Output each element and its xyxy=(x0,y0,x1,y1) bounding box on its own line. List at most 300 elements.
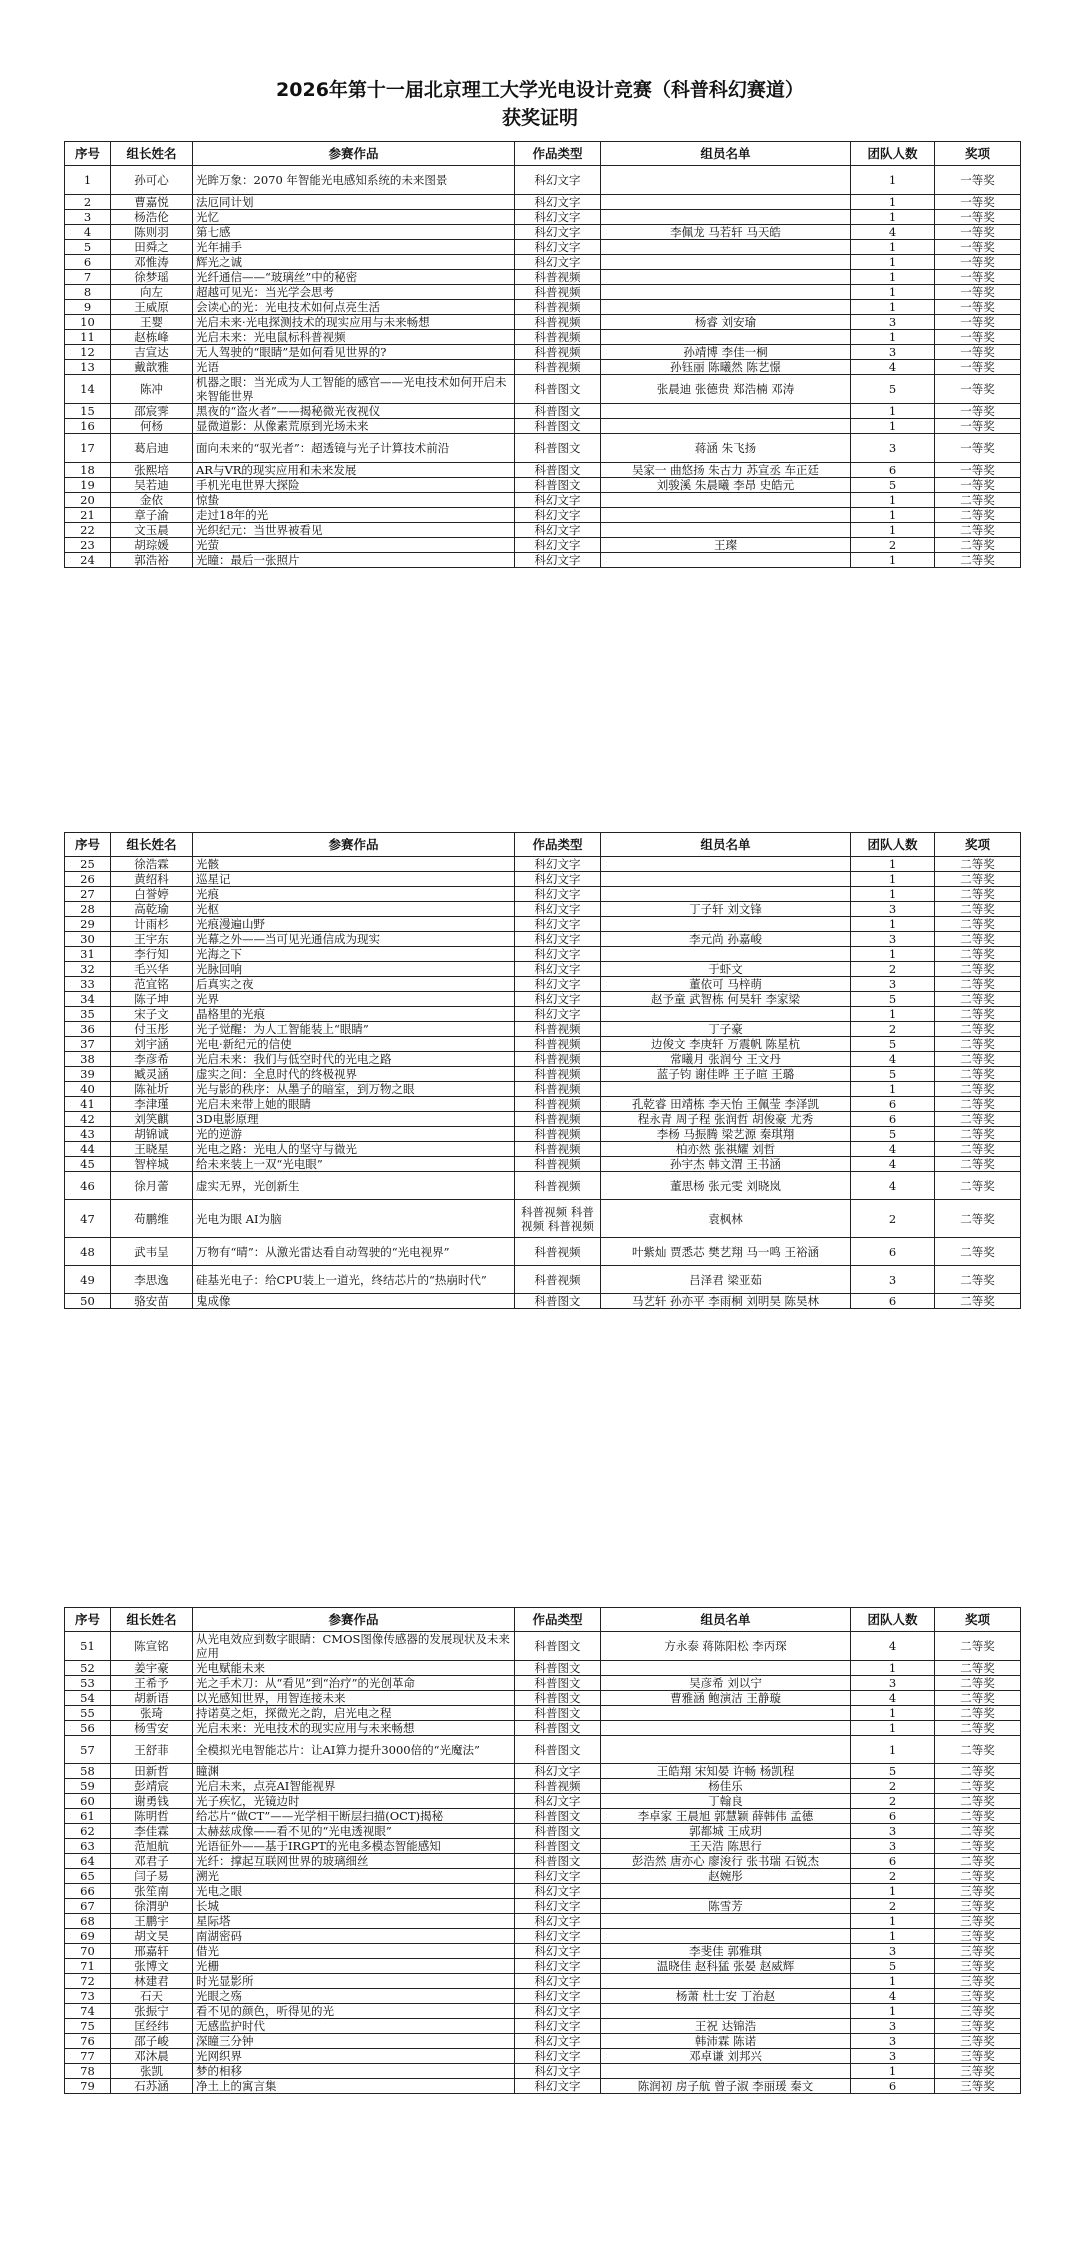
cell-members: 边俊文 李庚轩 万震帆 陈星杭 xyxy=(601,1037,851,1052)
cell-index: 32 xyxy=(65,962,111,977)
column-header: 奖项 xyxy=(935,833,1021,857)
cell-award: 二等奖 xyxy=(935,1266,1021,1294)
cell-award: 一等奖 xyxy=(935,330,1021,345)
cell-award: 二等奖 xyxy=(935,1052,1021,1067)
cell-type: 科幻文字 xyxy=(515,166,601,195)
table-row xyxy=(65,225,1021,240)
column-header: 团队人数 xyxy=(851,142,935,166)
cell-award: 二等奖 xyxy=(935,1157,1021,1172)
cell-index: 74 xyxy=(65,2004,111,2019)
table-row xyxy=(65,1869,1021,1884)
cell-size: 1 xyxy=(851,857,935,872)
cell-index: 28 xyxy=(65,902,111,917)
table-row xyxy=(65,478,1021,493)
table-row xyxy=(65,2034,1021,2049)
cell-size: 1 xyxy=(851,1661,935,1676)
cell-type: 科普图文 xyxy=(515,1809,601,1824)
cell-work: 光痕 xyxy=(193,887,515,902)
cell-award: 二等奖 xyxy=(935,493,1021,508)
cell-award: 二等奖 xyxy=(935,1142,1021,1157)
cell-size: 4 xyxy=(851,225,935,240)
cell-members: 吕泽君 梁亚茹 xyxy=(601,1266,851,1294)
cell-size: 1 xyxy=(851,1007,935,1022)
cell-work: 后真实之夜 xyxy=(193,977,515,992)
cell-size: 1 xyxy=(851,166,935,195)
cell-award: 一等奖 xyxy=(935,270,1021,285)
cell-index: 50 xyxy=(65,1294,111,1309)
cell-size: 3 xyxy=(851,345,935,360)
cell-members: 李佩龙 马若轩 马天皓 xyxy=(601,225,851,240)
cell-members xyxy=(601,1736,851,1764)
cell-work: 给未来装上一双“光电眼” xyxy=(193,1157,515,1172)
table-row xyxy=(65,947,1021,962)
cell-type: 科普视频 xyxy=(515,330,601,345)
cell-leader: 徐梦瑶 xyxy=(111,270,193,285)
cell-type: 科幻文字 xyxy=(515,508,601,523)
cell-work: 借光 xyxy=(193,1944,515,1959)
cell-award: 三等奖 xyxy=(935,1974,1021,1989)
cell-award: 二等奖 xyxy=(935,1037,1021,1052)
cell-leader: 臧灵涵 xyxy=(111,1067,193,1082)
cell-award: 一等奖 xyxy=(935,404,1021,419)
cell-type: 科普视频 xyxy=(515,1067,601,1082)
cell-leader: 石天 xyxy=(111,1989,193,2004)
column-header: 序号 xyxy=(65,142,111,166)
cell-members: 李卓家 王晨旭 郭慧颖 薛韩伟 孟德 xyxy=(601,1809,851,1824)
cell-members: 赵婉彤 xyxy=(601,1869,851,1884)
cell-members: 于虾文 xyxy=(601,962,851,977)
cell-type: 科幻文字 xyxy=(515,932,601,947)
cell-size: 4 xyxy=(851,1172,935,1200)
cell-award: 三等奖 xyxy=(935,2034,1021,2049)
cell-type: 科普图文 xyxy=(515,1691,601,1706)
cell-size: 4 xyxy=(851,1632,935,1661)
cell-award: 二等奖 xyxy=(935,887,1021,902)
table-row xyxy=(65,887,1021,902)
cell-work: 光启未来：我们与低空时代的光电之路 xyxy=(193,1052,515,1067)
cell-leader: 田新哲 xyxy=(111,1764,193,1779)
cell-index: 60 xyxy=(65,1794,111,1809)
cell-type: 科普图文 xyxy=(515,404,601,419)
cell-type: 科幻文字 xyxy=(515,2019,601,2034)
column-header: 参赛作品 xyxy=(193,833,515,857)
cell-type: 科幻文字 xyxy=(515,887,601,902)
cell-work: 持诺莫之炬，探微光之韵，启光电之程 xyxy=(193,1706,515,1721)
table-row xyxy=(65,419,1021,434)
table-row xyxy=(65,1809,1021,1824)
cell-award: 二等奖 xyxy=(935,932,1021,947)
table-row xyxy=(65,1989,1021,2004)
cell-award: 一等奖 xyxy=(935,166,1021,195)
cell-leader: 张博文 xyxy=(111,1959,193,1974)
cell-award: 二等奖 xyxy=(935,1661,1021,1676)
cell-award: 二等奖 xyxy=(935,1869,1021,1884)
cell-members: 韩沛霖 陈诺 xyxy=(601,2034,851,2049)
cell-type: 科普视频 xyxy=(515,1157,601,1172)
cell-leader: 邵子峻 xyxy=(111,2034,193,2049)
cell-members: 马艺轩 孙亦平 李雨桐 刘明昊 陈昊林 xyxy=(601,1294,851,1309)
cell-leader: 骆安苗 xyxy=(111,1294,193,1309)
column-header: 序号 xyxy=(65,833,111,857)
cell-members xyxy=(601,553,851,568)
award-table-page-2 xyxy=(64,832,1021,1309)
cell-leader: 孙可心 xyxy=(111,166,193,195)
cell-members: 王祝 达锦浩 xyxy=(601,2019,851,2034)
cell-work: 光电之路：光电人的坚守与微光 xyxy=(193,1142,515,1157)
cell-leader: 王舒菲 xyxy=(111,1736,193,1764)
cell-work: 光痕漫遍山野 xyxy=(193,917,515,932)
cell-members xyxy=(601,195,851,210)
cell-leader: 金依 xyxy=(111,493,193,508)
cell-type: 科普图文 xyxy=(515,1736,601,1764)
cell-award: 二等奖 xyxy=(935,1676,1021,1691)
cell-index: 72 xyxy=(65,1974,111,1989)
cell-members xyxy=(601,270,851,285)
cell-index: 25 xyxy=(65,857,111,872)
cell-size: 1 xyxy=(851,887,935,902)
cell-size: 4 xyxy=(851,1989,935,2004)
column-header: 序号 xyxy=(65,1608,111,1632)
cell-leader: 王宇东 xyxy=(111,932,193,947)
cell-leader: 张振宁 xyxy=(111,2004,193,2019)
cell-size: 1 xyxy=(851,210,935,225)
cell-members: 董思杨 张元雯 刘晓岚 xyxy=(601,1172,851,1200)
cell-index: 47 xyxy=(65,1200,111,1238)
cell-size: 3 xyxy=(851,977,935,992)
cell-award: 二等奖 xyxy=(935,1127,1021,1142)
column-header: 作品类型 xyxy=(515,1608,601,1632)
cell-size: 3 xyxy=(851,2034,935,2049)
cell-leader: 邓君子 xyxy=(111,1854,193,1869)
table-row xyxy=(65,1706,1021,1721)
cell-leader: 武韦呈 xyxy=(111,1238,193,1266)
cell-leader: 范旭航 xyxy=(111,1839,193,1854)
cell-members: 方永泰 蒋陈阳松 李丙琛 xyxy=(601,1632,851,1661)
cell-size: 2 xyxy=(851,1022,935,1037)
cell-members: 丁翰良 xyxy=(601,1794,851,1809)
cell-leader: 智梓城 xyxy=(111,1157,193,1172)
cell-leader: 陈宣铭 xyxy=(111,1632,193,1661)
cell-work: 光织纪元：当世界被看见 xyxy=(193,523,515,538)
cell-work: 虚实无界，光创新生 xyxy=(193,1172,515,1200)
cell-award: 二等奖 xyxy=(935,917,1021,932)
cell-award: 二等奖 xyxy=(935,1824,1021,1839)
cell-award: 二等奖 xyxy=(935,1854,1021,1869)
cell-leader: 杨雪安 xyxy=(111,1721,193,1736)
cell-type: 科普视频 xyxy=(515,1127,601,1142)
table-row xyxy=(65,1266,1021,1294)
cell-index: 6 xyxy=(65,255,111,270)
table-header-row xyxy=(65,1608,1021,1632)
cell-work: 光眸万象：2070 年智能光电感知系统的未来图景 xyxy=(193,166,515,195)
cell-size: 1 xyxy=(851,553,935,568)
table-row xyxy=(65,1157,1021,1172)
cell-type: 科幻文字 xyxy=(515,917,601,932)
cell-work: 看不见的颜色，听得见的光 xyxy=(193,2004,515,2019)
cell-leader: 杨浩伦 xyxy=(111,210,193,225)
cell-size: 1 xyxy=(851,419,935,434)
cell-award: 三等奖 xyxy=(935,1929,1021,1944)
cell-members xyxy=(601,330,851,345)
cell-members xyxy=(601,300,851,315)
cell-index: 10 xyxy=(65,315,111,330)
cell-size: 3 xyxy=(851,1824,935,1839)
cell-work: AR与VR的现实应用和未来发展 xyxy=(193,463,515,478)
cell-type: 科幻文字 xyxy=(515,992,601,1007)
cell-work: 无人驾驶的“眼睛”是如何看见世界的? xyxy=(193,345,515,360)
cell-award: 一等奖 xyxy=(935,195,1021,210)
cell-leader: 吴若迪 xyxy=(111,478,193,493)
cell-type: 科普视频 xyxy=(515,270,601,285)
cell-size: 1 xyxy=(851,330,935,345)
cell-members xyxy=(601,947,851,962)
cell-size: 5 xyxy=(851,1764,935,1779)
cell-type: 科幻文字 xyxy=(515,1989,601,2004)
cell-work: 光之手术刀：从“看见”到“治疗”的光创革命 xyxy=(193,1676,515,1691)
cell-index: 12 xyxy=(65,345,111,360)
cell-leader: 郭浩裕 xyxy=(111,553,193,568)
cell-members: 程永青 周子程 张润哲 胡俊豪 尤秀 xyxy=(601,1112,851,1127)
cell-award: 三等奖 xyxy=(935,1899,1021,1914)
table-row xyxy=(65,1779,1021,1794)
cell-leader: 陈祉圻 xyxy=(111,1082,193,1097)
cell-type: 科幻文字 xyxy=(515,1764,601,1779)
cell-award: 二等奖 xyxy=(935,523,1021,538)
cell-type: 科幻文字 xyxy=(515,538,601,553)
cell-leader: 徐浩霖 xyxy=(111,857,193,872)
cell-size: 1 xyxy=(851,917,935,932)
cell-type: 科普视频 xyxy=(515,345,601,360)
cell-leader: 张琦 xyxy=(111,1706,193,1721)
cell-work: 晶格里的光痕 xyxy=(193,1007,515,1022)
table-row xyxy=(65,553,1021,568)
cell-index: 79 xyxy=(65,2079,111,2094)
cell-leader: 陈子坤 xyxy=(111,992,193,1007)
cell-award: 三等奖 xyxy=(935,2064,1021,2079)
cell-type: 科幻文字 xyxy=(515,255,601,270)
cell-index: 66 xyxy=(65,1884,111,1899)
cell-award: 二等奖 xyxy=(935,1097,1021,1112)
cell-size: 2 xyxy=(851,1794,935,1809)
cell-award: 二等奖 xyxy=(935,902,1021,917)
cell-type: 科普视频 xyxy=(515,1172,601,1200)
table-row xyxy=(65,300,1021,315)
cell-size: 3 xyxy=(851,1944,935,1959)
cell-work: 虚实之间：全息时代的终极视界 xyxy=(193,1067,515,1082)
cell-members xyxy=(601,210,851,225)
cell-type: 科幻文字 xyxy=(515,2049,601,2064)
cell-type: 科幻文字 xyxy=(515,1929,601,1944)
cell-work: 面向未来的“驭光者”：超透镜与光子计算技术前沿 xyxy=(193,434,515,463)
table-row xyxy=(65,315,1021,330)
cell-size: 6 xyxy=(851,1112,935,1127)
cell-index: 44 xyxy=(65,1142,111,1157)
cell-size: 2 xyxy=(851,1869,935,1884)
cell-work: 光脉回响 xyxy=(193,962,515,977)
cell-members: 孙钰丽 陈曦然 陈艺憬 xyxy=(601,360,851,375)
cell-index: 58 xyxy=(65,1764,111,1779)
cell-size: 1 xyxy=(851,508,935,523)
cell-type: 科普图文 xyxy=(515,434,601,463)
cell-leader: 石苏涵 xyxy=(111,2079,193,2094)
cell-work: 时光显影所 xyxy=(193,1974,515,1989)
cell-work: 光与影的秩序：从墨子的暗室，到万物之眼 xyxy=(193,1082,515,1097)
table-row xyxy=(65,1172,1021,1200)
cell-index: 9 xyxy=(65,300,111,315)
cell-members: 孙靖博 李佳一桐 xyxy=(601,345,851,360)
cell-work: 法厄同计划 xyxy=(193,195,515,210)
cell-work: 光年捕手 xyxy=(193,240,515,255)
table-row xyxy=(65,1854,1021,1869)
cell-award: 二等奖 xyxy=(935,947,1021,962)
cell-members xyxy=(601,872,851,887)
cell-members: 蒋涵 朱飞扬 xyxy=(601,434,851,463)
cell-award: 一等奖 xyxy=(935,419,1021,434)
cell-leader: 葛启迪 xyxy=(111,434,193,463)
cell-members xyxy=(601,1721,851,1736)
cell-type: 科幻文字 xyxy=(515,1944,601,1959)
cell-members: 王璨 xyxy=(601,538,851,553)
cell-index: 19 xyxy=(65,478,111,493)
cell-size: 2 xyxy=(851,1779,935,1794)
cell-award: 二等奖 xyxy=(935,1082,1021,1097)
table-row xyxy=(65,1022,1021,1037)
cell-size: 1 xyxy=(851,404,935,419)
cell-members: 袁枫林 xyxy=(601,1200,851,1238)
table-row xyxy=(65,508,1021,523)
cell-index: 13 xyxy=(65,360,111,375)
cell-index: 18 xyxy=(65,463,111,478)
cell-leader: 戴歆雅 xyxy=(111,360,193,375)
cell-index: 53 xyxy=(65,1676,111,1691)
cell-members: 吴家一 曲悠扬 朱古力 苏宣丞 车正廷 xyxy=(601,463,851,478)
cell-type: 科幻文字 xyxy=(515,1007,601,1022)
cell-members xyxy=(601,255,851,270)
column-header: 组员名单 xyxy=(601,833,851,857)
cell-award: 一等奖 xyxy=(935,225,1021,240)
cell-size: 3 xyxy=(851,2049,935,2064)
table-row xyxy=(65,1721,1021,1736)
table-row xyxy=(65,1037,1021,1052)
cell-members xyxy=(601,1914,851,1929)
table-row xyxy=(65,1127,1021,1142)
table-row xyxy=(65,992,1021,1007)
cell-index: 62 xyxy=(65,1824,111,1839)
table-header-row xyxy=(65,833,1021,857)
cell-leader: 胡锦诚 xyxy=(111,1127,193,1142)
table-row xyxy=(65,1764,1021,1779)
table-row xyxy=(65,1200,1021,1238)
cell-members xyxy=(601,2064,851,2079)
cell-members xyxy=(601,1082,851,1097)
cell-size: 2 xyxy=(851,1200,935,1238)
table-row xyxy=(65,523,1021,538)
cell-leader: 林建君 xyxy=(111,1974,193,1989)
cell-type: 科普图文 xyxy=(515,1294,601,1309)
cell-members xyxy=(601,508,851,523)
cell-index: 67 xyxy=(65,1899,111,1914)
cell-award: 二等奖 xyxy=(935,1022,1021,1037)
cell-type: 科幻文字 xyxy=(515,2004,601,2019)
cell-leader: 吉宣达 xyxy=(111,345,193,360)
cell-type: 科幻文字 xyxy=(515,493,601,508)
cell-award: 二等奖 xyxy=(935,1632,1021,1661)
cell-index: 8 xyxy=(65,285,111,300)
cell-members: 丁子豪 xyxy=(601,1022,851,1037)
column-header: 奖项 xyxy=(935,1608,1021,1632)
cell-award: 三等奖 xyxy=(935,2049,1021,2064)
cell-index: 69 xyxy=(65,1929,111,1944)
cell-members xyxy=(601,1706,851,1721)
table-row xyxy=(65,1899,1021,1914)
cell-size: 1 xyxy=(851,1884,935,1899)
cell-type: 科幻文字 xyxy=(515,857,601,872)
cell-work: 光萤 xyxy=(193,538,515,553)
cell-members: 赵予童 武智栋 何昊轩 李家梁 xyxy=(601,992,851,1007)
cell-members: 杨佳乐 xyxy=(601,1779,851,1794)
cell-index: 3 xyxy=(65,210,111,225)
cell-type: 科幻文字 xyxy=(515,872,601,887)
cell-work: 瞳渊 xyxy=(193,1764,515,1779)
table-row xyxy=(65,1067,1021,1082)
table-row xyxy=(65,1839,1021,1854)
table-row xyxy=(65,166,1021,195)
cell-type: 科普视频 xyxy=(515,1142,601,1157)
cell-members xyxy=(601,917,851,932)
column-header: 团队人数 xyxy=(851,1608,935,1632)
cell-members: 邓卓谦 刘邦兴 xyxy=(601,2049,851,2064)
cell-size: 5 xyxy=(851,992,935,1007)
cell-members: 彭浩然 唐亦心 廖浚行 张书瑞 石锐杰 xyxy=(601,1854,851,1869)
cell-award: 二等奖 xyxy=(935,1067,1021,1082)
cell-leader: 李彦希 xyxy=(111,1052,193,1067)
cell-leader: 陈冲 xyxy=(111,375,193,404)
cell-members: 杨睿 刘安瑜 xyxy=(601,315,851,330)
cell-work: 深瞳三分钟 xyxy=(193,2034,515,2049)
cell-leader: 胡新语 xyxy=(111,1691,193,1706)
cell-award: 二等奖 xyxy=(935,992,1021,1007)
cell-work: 光启未来：光电鼠标科普视频 xyxy=(193,330,515,345)
cell-type: 科幻文字 xyxy=(515,947,601,962)
cell-leader: 刘笑麒 xyxy=(111,1112,193,1127)
cell-work: 硅基光电子：给CPU装上一道光，终结芯片的“热崩时代” xyxy=(193,1266,515,1294)
cell-size: 1 xyxy=(851,1721,935,1736)
cell-index: 65 xyxy=(65,1869,111,1884)
table-row xyxy=(65,1632,1021,1661)
table-row xyxy=(65,902,1021,917)
cell-members: 陈雪芳 xyxy=(601,1899,851,1914)
cell-work: 鬼成像 xyxy=(193,1294,515,1309)
cell-members: 王皓翔 宋知晏 许畅 杨凯程 xyxy=(601,1764,851,1779)
table-row xyxy=(65,1142,1021,1157)
cell-type: 科幻文字 xyxy=(515,2034,601,2049)
cell-type: 科幻文字 xyxy=(515,195,601,210)
cell-leader: 胡琮媛 xyxy=(111,538,193,553)
cell-size: 6 xyxy=(851,2079,935,2094)
cell-size: 3 xyxy=(851,434,935,463)
table-row xyxy=(65,1944,1021,1959)
cell-index: 71 xyxy=(65,1959,111,1974)
cell-work: 超越可见光：当光学会思考 xyxy=(193,285,515,300)
cell-members: 叶紫灿 贾悉芯 樊艺翔 马一鸣 王裕涵 xyxy=(601,1238,851,1266)
cell-size: 2 xyxy=(851,962,935,977)
cell-size: 1 xyxy=(851,1736,935,1764)
cell-members xyxy=(601,857,851,872)
cell-size: 1 xyxy=(851,240,935,255)
cell-leader: 陈则羽 xyxy=(111,225,193,240)
cell-leader: 付玉彤 xyxy=(111,1022,193,1037)
cell-type: 科普视频 xyxy=(515,1112,601,1127)
